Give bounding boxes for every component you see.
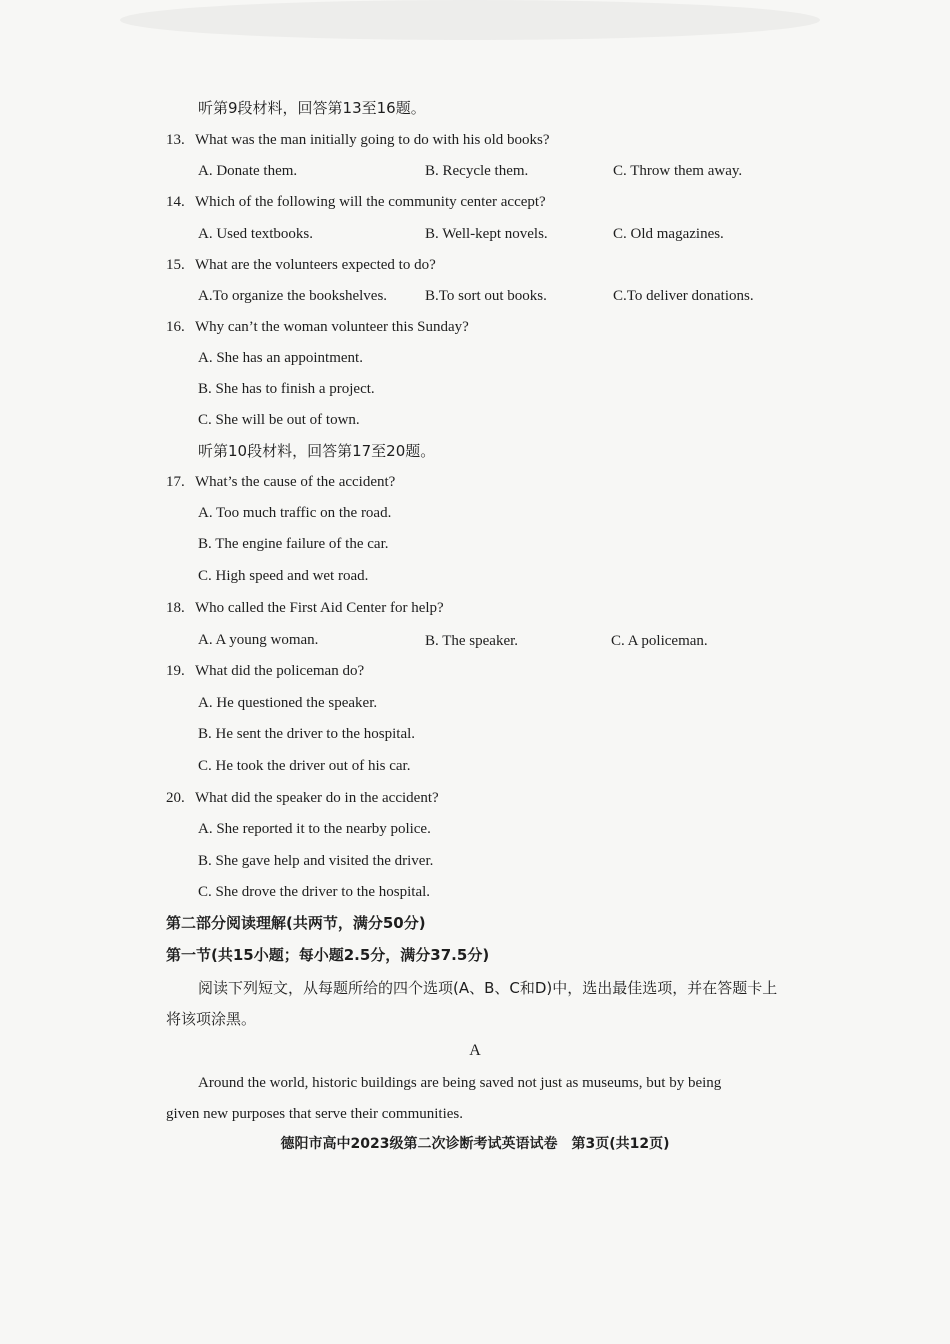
- option-b: B.To sort out books.: [425, 288, 547, 304]
- option-a: A.To organize the bookshelves.: [198, 288, 388, 304]
- option-c: C. Throw them away.: [613, 163, 743, 179]
- passage-line-2: given new purposes that serve their communities.: [166, 1106, 464, 1122]
- option-a: A. She has an appointment.: [198, 350, 363, 366]
- option-b: B. The speaker.: [425, 633, 519, 649]
- passage-label: A: [469, 1042, 481, 1059]
- question-text: What did the speaker do in the accident?: [195, 790, 439, 806]
- question-number: 14.: [166, 194, 185, 210]
- question-text: Who called the First Aid Center for help?: [195, 600, 444, 616]
- option-b: B. The engine failure of the car.: [198, 536, 389, 552]
- question-number: 16.: [166, 319, 185, 335]
- option-c: C. A policeman.: [611, 633, 708, 649]
- question-text: What was the man initially going to do with his old books?: [195, 132, 550, 148]
- scan-shadow: [120, 0, 820, 40]
- section-10-heading: 听第10段材料，回答第17至20题。: [198, 442, 436, 460]
- option-a: A. Used textbooks.: [198, 226, 313, 242]
- question-number: 13.: [166, 132, 185, 148]
- question-text: What’s the cause of the accident?: [195, 474, 396, 490]
- option-c: C. He took the driver out of his car.: [198, 758, 411, 774]
- section-9-heading: 听第9段材料，回答第13至16题。: [198, 99, 426, 117]
- option-c: C. High speed and wet road.: [198, 568, 369, 584]
- option-a: A. He questioned the speaker.: [198, 695, 378, 711]
- question-number: 15.: [166, 257, 185, 273]
- question-number: 17.: [166, 474, 185, 490]
- option-b: B. She has to finish a project.: [198, 381, 375, 397]
- option-b: B. Well-kept novels.: [425, 226, 548, 242]
- question-number: 20.: [166, 790, 185, 806]
- option-a: A. Too much traffic on the road.: [198, 505, 392, 521]
- instructions-line-1: 阅读下列短文，从每题所给的四个选项(A、B、C和D)中，选出最佳选项，并在答题卡上: [198, 979, 778, 997]
- option-b: B. Recycle them.: [425, 163, 529, 179]
- part-2-heading: 第二部分阅读理解(共两节，满分50分): [166, 914, 426, 932]
- section-1-heading: 第一节(共15小题；每小题2.5分，满分37.5分): [166, 946, 490, 964]
- passage-line-1: Around the world, historic buildings are being saved not just as museums, but by being: [198, 1075, 722, 1091]
- option-a: A. Donate them.: [198, 163, 298, 179]
- option-c: C. Old magazines.: [613, 226, 724, 242]
- option-b: B. She gave help and visited the driver.: [198, 853, 434, 869]
- instructions-line-2: 将该项涂黑。: [166, 1010, 257, 1028]
- option-c: C. She will be out of town.: [198, 412, 360, 428]
- question-text: Which of the following will the community center accept?: [195, 194, 546, 210]
- question-text: Why can’t the woman volunteer this Sunday?: [195, 319, 469, 335]
- option-a: A. A young woman.: [198, 632, 319, 648]
- option-c: C. She drove the driver to the hospital.: [198, 884, 431, 900]
- question-number: 18.: [166, 600, 185, 616]
- page-footer: 德阳市高中2023级第二次诊断考试英语试卷 第3页(共12页): [280, 1136, 670, 1152]
- question-number: 19.: [166, 663, 185, 679]
- question-text: What are the volunteers expected to do?: [195, 257, 436, 273]
- option-c: C.To deliver donations.: [613, 288, 754, 304]
- option-a: A. She reported it to the nearby police.: [198, 821, 431, 837]
- question-text: What did the policeman do?: [195, 663, 365, 679]
- option-b: B. He sent the driver to the hospital.: [198, 726, 416, 742]
